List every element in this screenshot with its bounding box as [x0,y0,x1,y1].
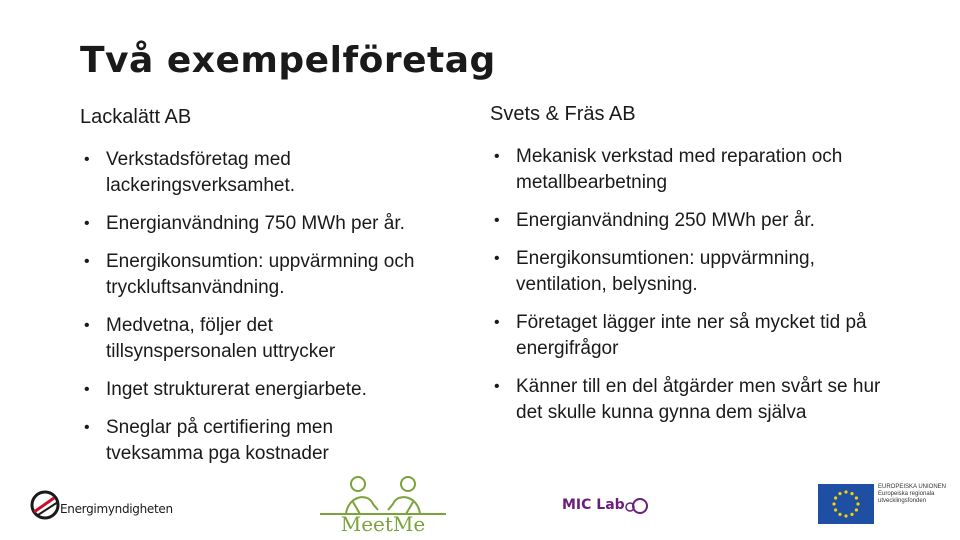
energimyndigheten-wordmark: Energimyndigheten [60,502,173,516]
left-bullet: • Inget strukturerat energiarbete. [80,377,480,403]
left-heading: Lackalätt AB [80,106,192,128]
mic-lab-rings-icon [624,497,652,515]
right-column [490,103,890,438]
slide-title: Två exempelföretag [80,40,496,81]
right-bullet-list [490,144,890,426]
eu-logo [818,484,958,526]
eu-caption: EUROPEISKA UNIONEN Europeiska regionala utvecklingsfonden [878,484,947,504]
right-bullet: • Mekanisk verkstad med reparation och metallbearbetning [490,144,876,196]
right-bullet: • Känner till en del åtgärder men svårt se hur det skulle kunna gynna dem själva [490,374,886,426]
left-bullet: • Medvetna, följer det tillsynspersonalen uttrycker [80,313,406,365]
right-heading: Svets & Fräs AB [490,103,636,125]
meetme-wordmark: MeetMe [340,512,426,534]
right-bullet: • Företaget lägger inte ner så mycket tid på energifrågor [490,310,876,362]
left-bullet: • Energianvändning 750 MWh per år. [80,211,480,237]
left-column [80,106,480,479]
meetme-people-icon [318,474,448,534]
right-bullet: • Energianvändning 250 MWh per år. [490,208,890,234]
right-bullet: • Energikonsumtionen: uppvärmning, ventilation, belysning. [490,246,876,298]
mic-lab-wordmark: MIC Lab [562,497,625,513]
eu-flag-icon [818,484,874,524]
left-bullet: • Sneglar på certifiering men tveksamma pga kostnader [80,415,406,467]
energimyndigheten-logo [28,486,178,526]
left-bullet: • Energikonsumtion: uppvärmning och tryckluftsanvändning. [80,249,491,301]
left-bullet-list [80,147,480,467]
mic-lab-logo [562,496,662,520]
energimyndigheten-swirl-icon [28,488,62,522]
left-bullet: • Verkstadsföretag med lackeringsverksamhet. [80,147,356,199]
meetme-logo [318,474,448,534]
